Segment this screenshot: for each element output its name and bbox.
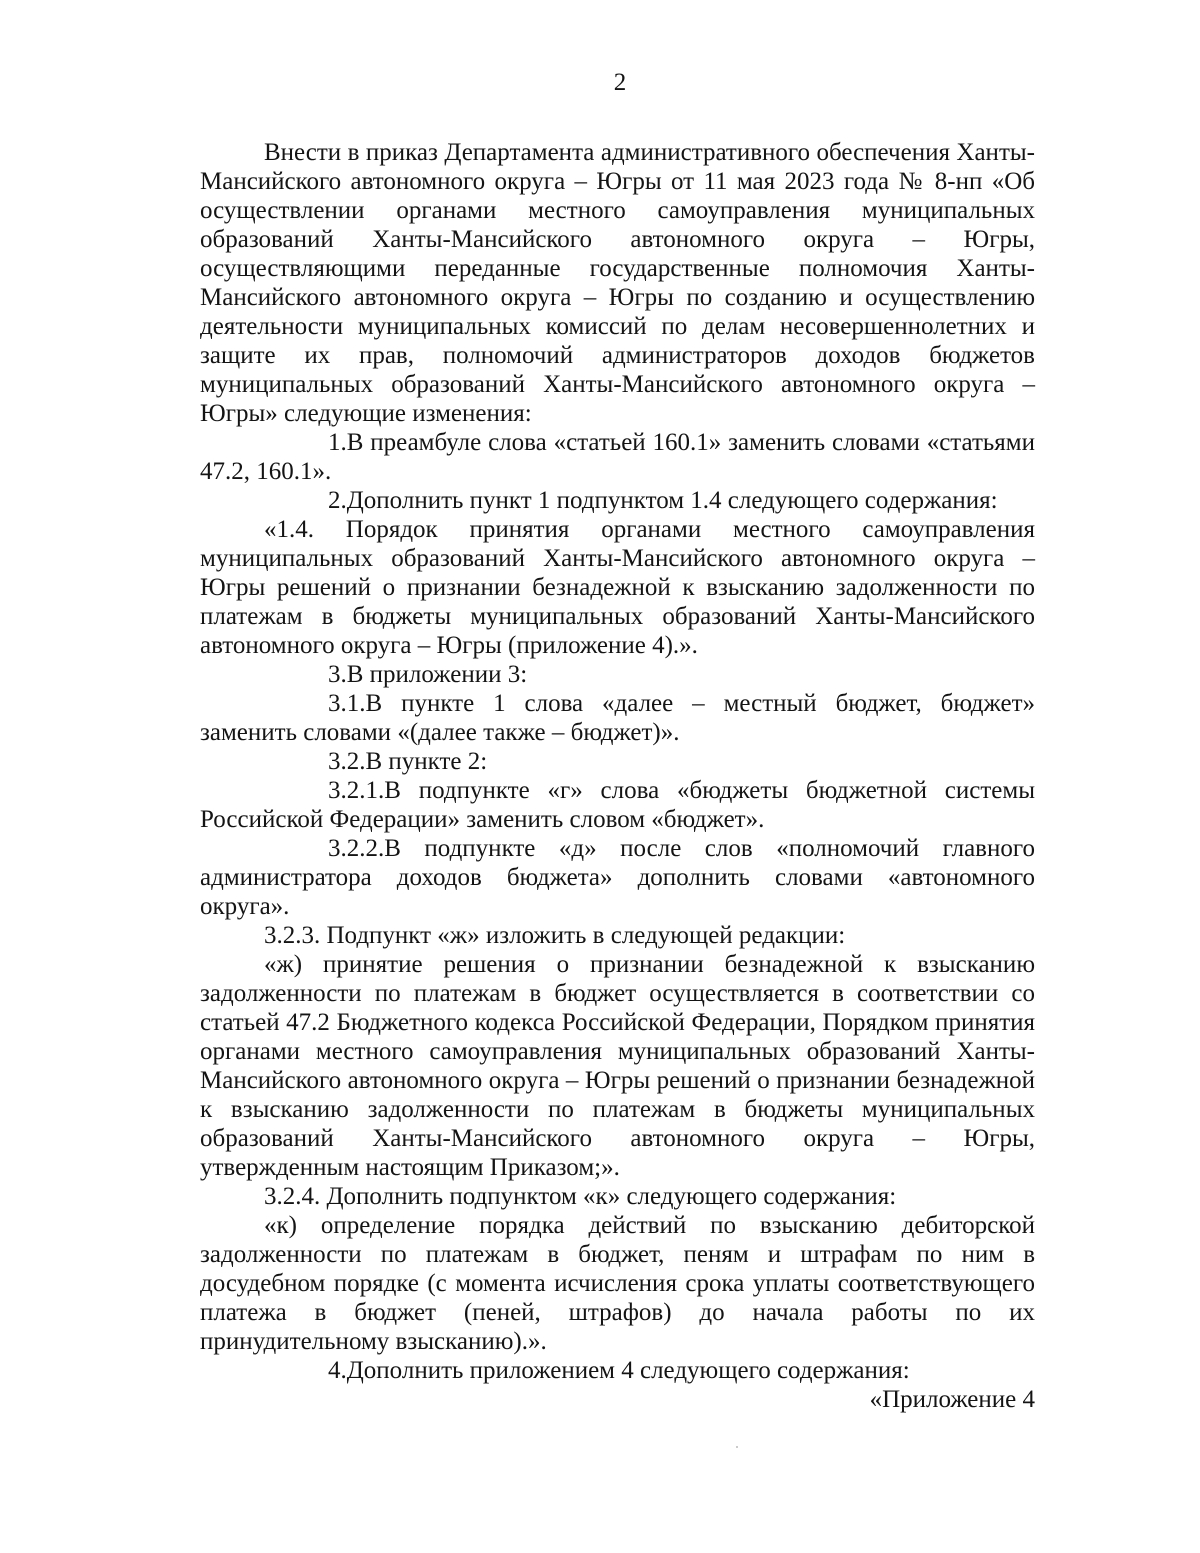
item-3 bbox=[200, 660, 1035, 689]
item-text: В пункте 2: bbox=[365, 748, 488, 775]
item-text: В пункте 1 слова «далее – местный бюджет, бюджет» заменить словами «(далее также – бюджет)». bbox=[200, 690, 1035, 746]
item-3-2-2 bbox=[200, 834, 1035, 921]
item-text: «1.4. Порядок принятия органами местного самоуправления муниципальных образований Ханты-Мансийского автономного округа – Югры решений о признании безнадежной к взысканию задолженности по платежам в бюджеты муниципальных образований Ханты-Мансийского автономного округа – Югры (приложение 4).». bbox=[200, 516, 1035, 659]
item-4 bbox=[200, 1356, 1035, 1385]
item-3-2-3 bbox=[200, 921, 1035, 950]
subitem-k-quote bbox=[200, 1211, 1035, 1356]
item-text: Дополнить приложением 4 следующего содержания: bbox=[346, 1357, 910, 1384]
item-number: 4. bbox=[328, 1357, 347, 1384]
item-text: В подпункте «д» после слов «полномочий главного администратора доходов бюджета» дополнить словами «автономного округа». bbox=[200, 835, 1035, 920]
item-text: «ж) принятие решения о признании безнадежной к взысканию задолженности по платежам в бюджет осуществляется в соответствии со статьей 47.2 Бюджетного кодекса Российской Федерации, Порядком принятия органами местного самоуправления муниципальных образований Ханты-Мансийского автономного округа – Югры решений о признании безнадежной к взысканию задолженности по платежам в бюджеты муниципальных образований Ханты-Мансийского автономного округа – Югры, утвержденным настоящим Приказом;». bbox=[200, 951, 1035, 1181]
page-number: 2 bbox=[613, 69, 627, 96]
item-text: В преамбуле слова «статьей 160.1» заменить словами «статьями 47.2, 160.1». bbox=[200, 429, 1035, 485]
scan-artifact-dot bbox=[736, 1446, 738, 1448]
item-number: 2. bbox=[328, 487, 347, 514]
item-number: 1. bbox=[328, 429, 347, 456]
item-2 bbox=[200, 486, 1035, 515]
subitem-zh-quote bbox=[200, 950, 1035, 1182]
item-text: Дополнить пункт 1 подпунктом 1.4 следующего содержания: bbox=[346, 487, 998, 514]
item-text: 3.2.4. Дополнить подпунктом «к» следующего содержания: bbox=[264, 1183, 897, 1210]
appendix-label: «Приложение 4 bbox=[869, 1386, 1035, 1413]
item-3-2 bbox=[200, 747, 1035, 776]
item-3-2-1 bbox=[200, 776, 1035, 834]
item-number: 3.2. bbox=[328, 748, 366, 775]
item-number: 3.2.1. bbox=[328, 777, 385, 804]
item-text: 3.2.3. Подпункт «ж» изложить в следующей редакции: bbox=[264, 922, 846, 949]
item-text: В подпункте «г» слова «бюджеты бюджетной системы Российской Федерации» заменить словом «бюджет». bbox=[200, 777, 1035, 833]
item-text: «к) определение порядка действий по взысканию дебиторской задолженности по платежам в бюджет, пеням и штрафам по ним в досудебном порядке (с момента исчисления срока уплаты соответствующего платежа в бюджет (пеней, штрафов) до начала работы по их принудительному взысканию).». bbox=[200, 1212, 1035, 1355]
item-number: 3.2.2. bbox=[328, 835, 385, 862]
item-number: 3.1. bbox=[328, 690, 366, 717]
document-body bbox=[200, 138, 1035, 1414]
item-text: В приложении 3: bbox=[346, 661, 528, 688]
item-number: 3. bbox=[328, 661, 347, 688]
item-1 bbox=[200, 428, 1035, 486]
subitem-1-4-quote bbox=[200, 515, 1035, 660]
item-3-1 bbox=[200, 689, 1035, 747]
item-3-2-4 bbox=[200, 1182, 1035, 1211]
intro-paragraph: Внести в приказ Департамента административного обеспечения Ханты-Мансийского автономного округа – Югры от 11 мая 2023 года № 8-нп «Об осуществлении органами местного самоуправления муниципальных образований Ханты-Мансийского автономного округа – Югры, осуществляющими переданные государственные полномочия Ханты-Мансийского автономного округа – Югры по созданию и осуществлению деятельности муниципальных комиссий по делам несовершеннолетних и защите их прав, полномочий администраторов доходов бюджетов муниципальных образований Ханты-Мансийского автономного округа – Югры» следующие изменения: bbox=[200, 139, 1035, 427]
